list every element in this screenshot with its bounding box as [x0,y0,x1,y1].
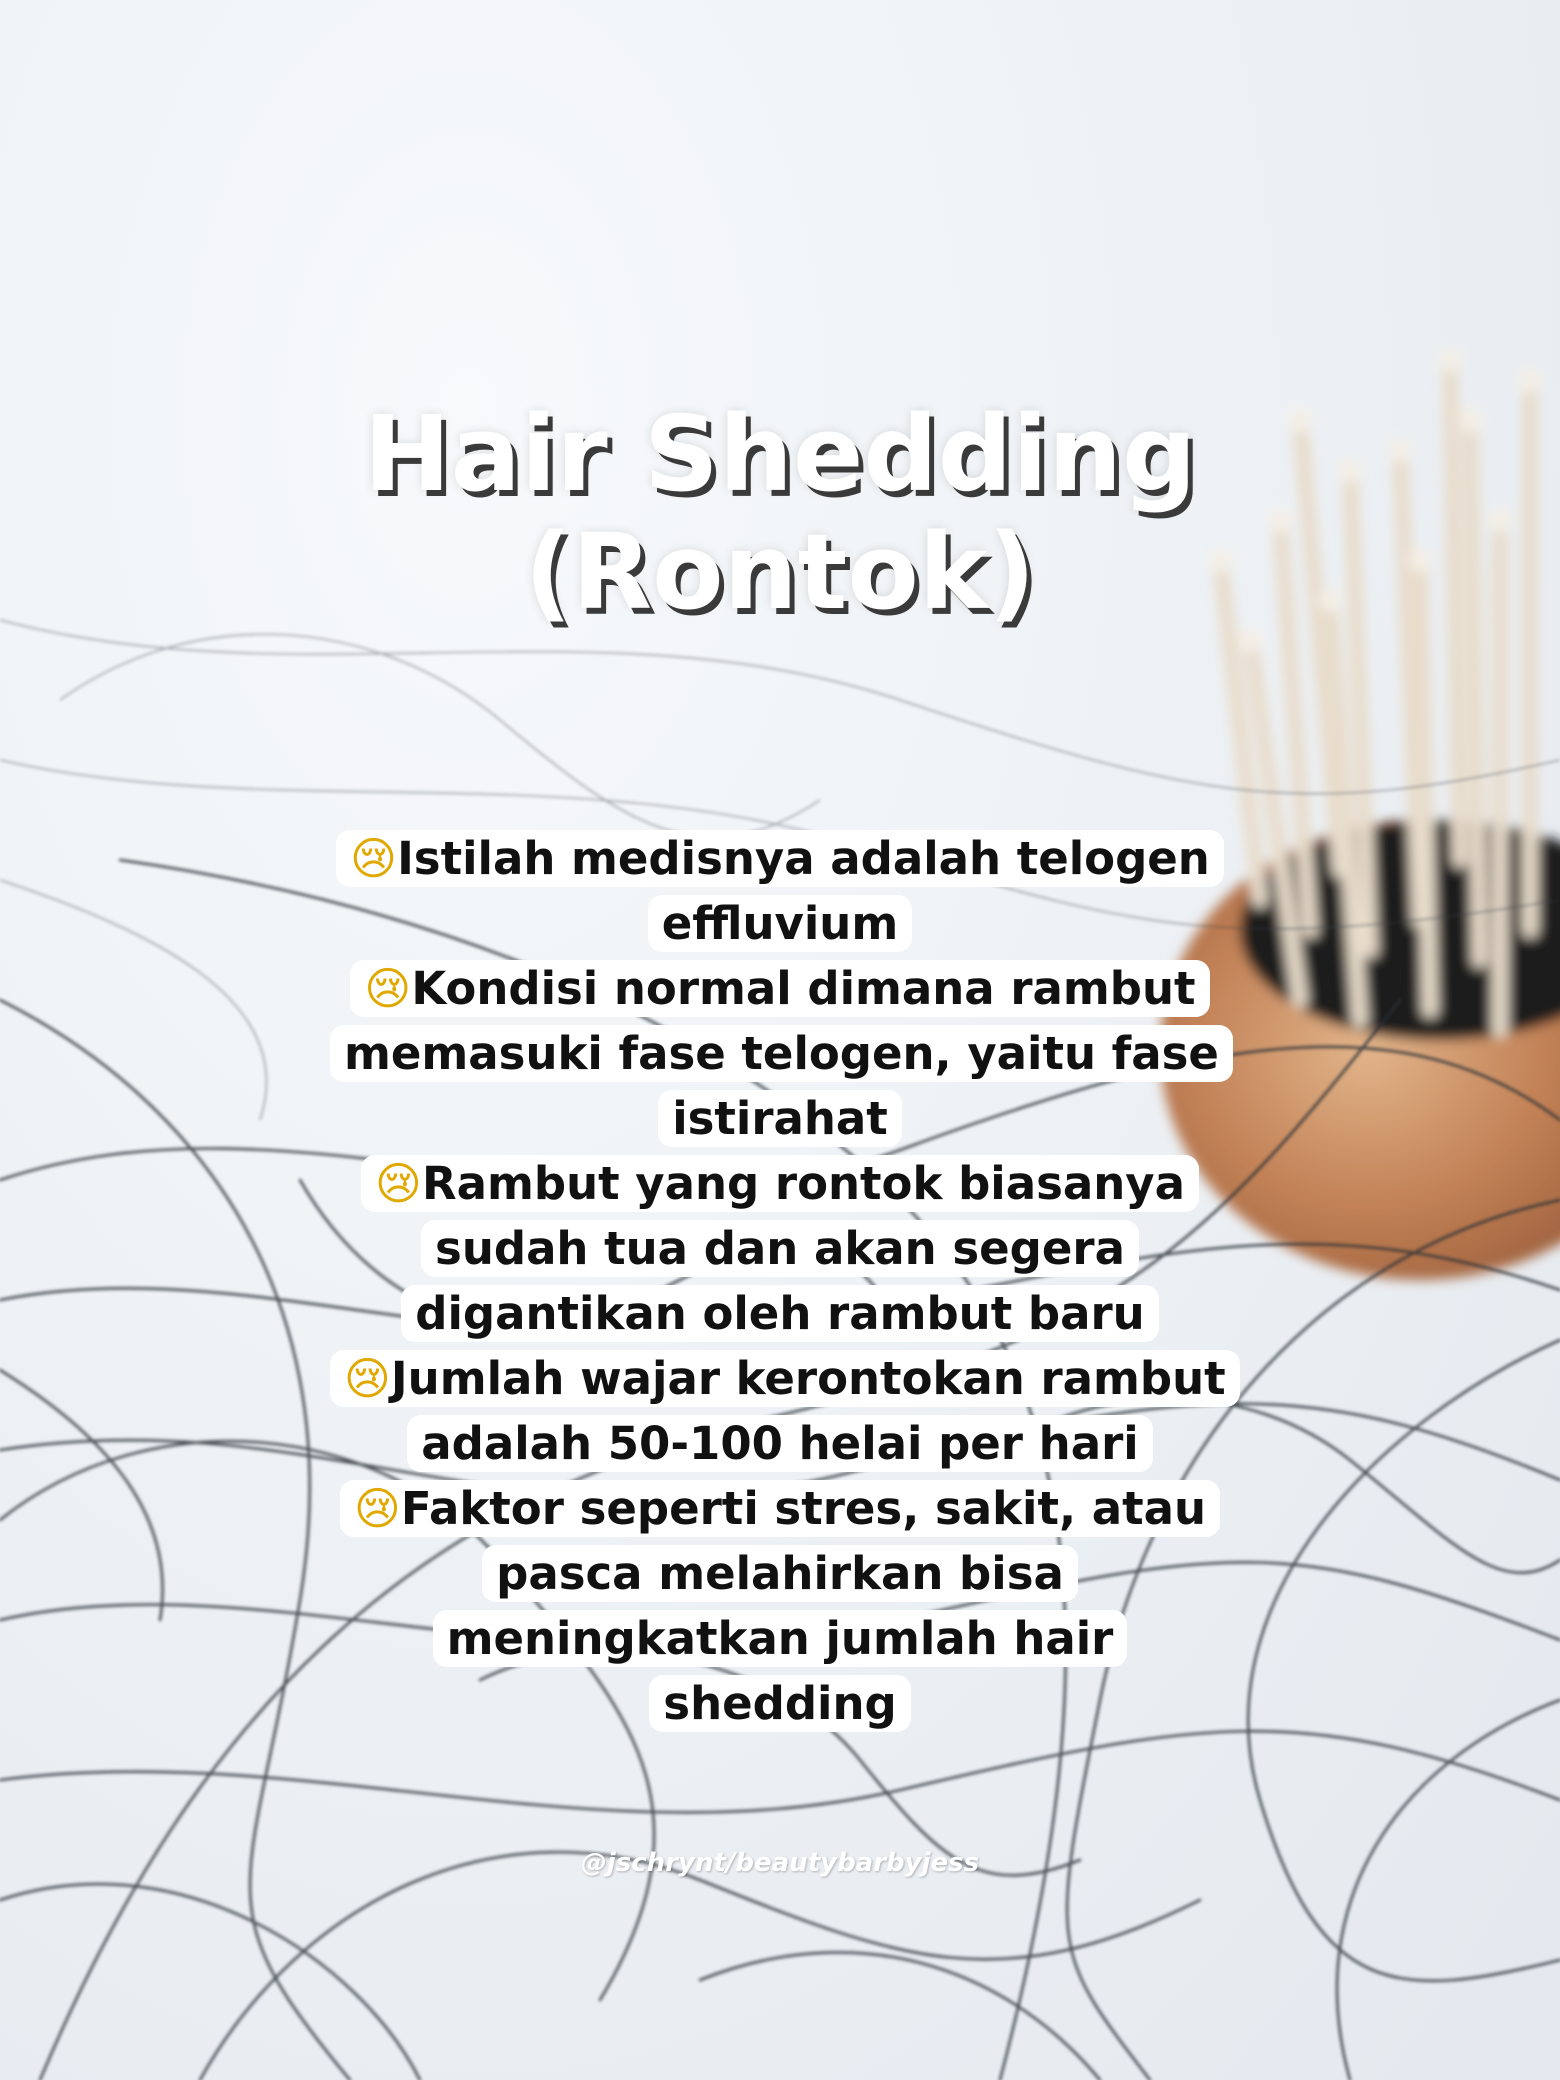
list-item [336,830,1224,952]
list-item [330,1350,1240,1472]
crying-face-icon: 😢 [353,1482,401,1535]
crying-face-icon: 😢 [364,962,412,1015]
bullet-text: Istilah medisnya adalah telogen effluvium [397,832,1210,950]
list-item [340,1480,1220,1732]
list-item [361,1155,1199,1342]
bullet-text: Faktor seperti stres, sakit, atau pasca melahirkan bisa meningkatkan jumlah hair shedding [400,1482,1207,1730]
crying-face-icon: 😢 [344,1352,391,1405]
bullet-text: Kondisi normal dimana rambut memasuki fase telogen, yaitu fase istirahat [344,962,1219,1145]
watermark: @jschrynt/beautybarbyjess [580,1848,980,1878]
bullet-text: Rambut yang rontok biasanya sudah tua dan akan segera digantikan oleh rambut baru [415,1157,1185,1340]
title-line-1: Hair Shedding [363,393,1197,515]
bullet-list [330,826,1230,1736]
crying-face-icon: 😢 [375,1157,422,1210]
list-item [330,960,1233,1147]
title-line-2: (Rontok) [524,511,1036,633]
bullet-text: Jumlah wajar kerontokan rambut adalah 50-100 helai per hari [390,1352,1226,1470]
crying-face-icon: 😢 [350,832,398,885]
page-title [0,395,1560,631]
